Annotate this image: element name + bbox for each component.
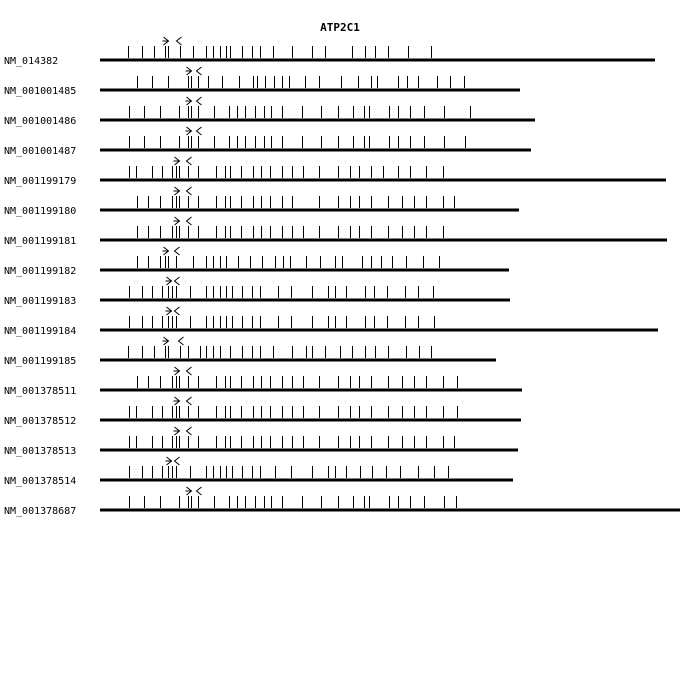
transcript-row <box>4 487 680 517</box>
reverse-primer-arrow <box>175 307 180 315</box>
transcript-row <box>4 367 522 397</box>
transcript-row <box>4 307 658 337</box>
transcript-label: NM_001001485 <box>4 86 77 97</box>
forward-primer-arrow <box>166 457 172 465</box>
transcript-label: NM_001199185 <box>4 356 77 367</box>
transcript-label: NM_001199184 <box>4 326 77 337</box>
forward-primer-arrow <box>174 367 180 375</box>
transcript-row <box>4 247 509 277</box>
gene-title: ATP2C1 <box>320 21 360 34</box>
forward-primer-arrow <box>186 127 192 135</box>
reverse-primer-arrow <box>177 37 182 45</box>
forward-primer-arrow <box>174 157 180 165</box>
reverse-primer-arrow <box>187 157 192 165</box>
transcript-row <box>4 97 535 127</box>
transcript-row <box>4 457 513 487</box>
reverse-primer-arrow <box>187 187 192 195</box>
transcript-label: NM_001378514 <box>4 476 77 487</box>
transcript-label: NM_001001487 <box>4 146 77 157</box>
transcript-label: NM_001378512 <box>4 416 77 427</box>
forward-primer-arrow <box>186 97 192 105</box>
forward-primer-arrow <box>174 187 180 195</box>
transcript-label: NM_001199179 <box>4 176 77 187</box>
reverse-primer-arrow <box>179 337 184 345</box>
reverse-primer-arrow <box>175 457 180 465</box>
reverse-primer-arrow <box>187 397 192 405</box>
transcript-row <box>4 37 655 67</box>
forward-primer-arrow <box>166 307 172 315</box>
transcript-label: NM_014382 <box>4 56 59 67</box>
forward-primer-arrow <box>163 247 169 255</box>
transcript-row <box>4 427 518 457</box>
forward-primer-arrow <box>174 427 180 435</box>
transcript-tracks <box>4 37 680 517</box>
transcript-row <box>4 277 510 307</box>
reverse-primer-arrow <box>175 277 180 285</box>
forward-primer-arrow <box>174 217 180 225</box>
forward-primer-arrow <box>186 487 192 495</box>
transcript-row <box>4 157 666 187</box>
forward-primer-arrow <box>174 397 180 405</box>
transcript-row <box>4 67 520 97</box>
transcript-label: NM_001378511 <box>4 386 77 397</box>
transcript-label: NM_001199180 <box>4 206 77 217</box>
forward-primer-arrow <box>163 37 169 45</box>
forward-primer-arrow <box>166 277 172 285</box>
transcript-row <box>4 127 531 157</box>
forward-primer-arrow <box>163 337 169 345</box>
reverse-primer-arrow <box>187 367 192 375</box>
transcript-label: NM_001199181 <box>4 236 77 247</box>
transcript-row <box>4 397 521 427</box>
reverse-primer-arrow <box>187 217 192 225</box>
transcript-row <box>4 337 496 367</box>
reverse-primer-arrow <box>197 487 202 495</box>
transcript-label: NM_001199182 <box>4 266 77 277</box>
reverse-primer-arrow <box>187 427 192 435</box>
transcript-row <box>4 187 519 217</box>
transcript-row <box>4 217 667 247</box>
transcript-label: NM_001378687 <box>4 506 77 517</box>
transcript-label: NM_001199183 <box>4 296 77 307</box>
transcript-label: NM_001378513 <box>4 446 77 457</box>
reverse-primer-arrow <box>197 97 202 105</box>
reverse-primer-arrow <box>175 247 180 255</box>
forward-primer-arrow <box>186 67 192 75</box>
transcript-label: NM_001001486 <box>4 116 77 127</box>
reverse-primer-arrow <box>197 127 202 135</box>
reverse-primer-arrow <box>197 67 202 75</box>
